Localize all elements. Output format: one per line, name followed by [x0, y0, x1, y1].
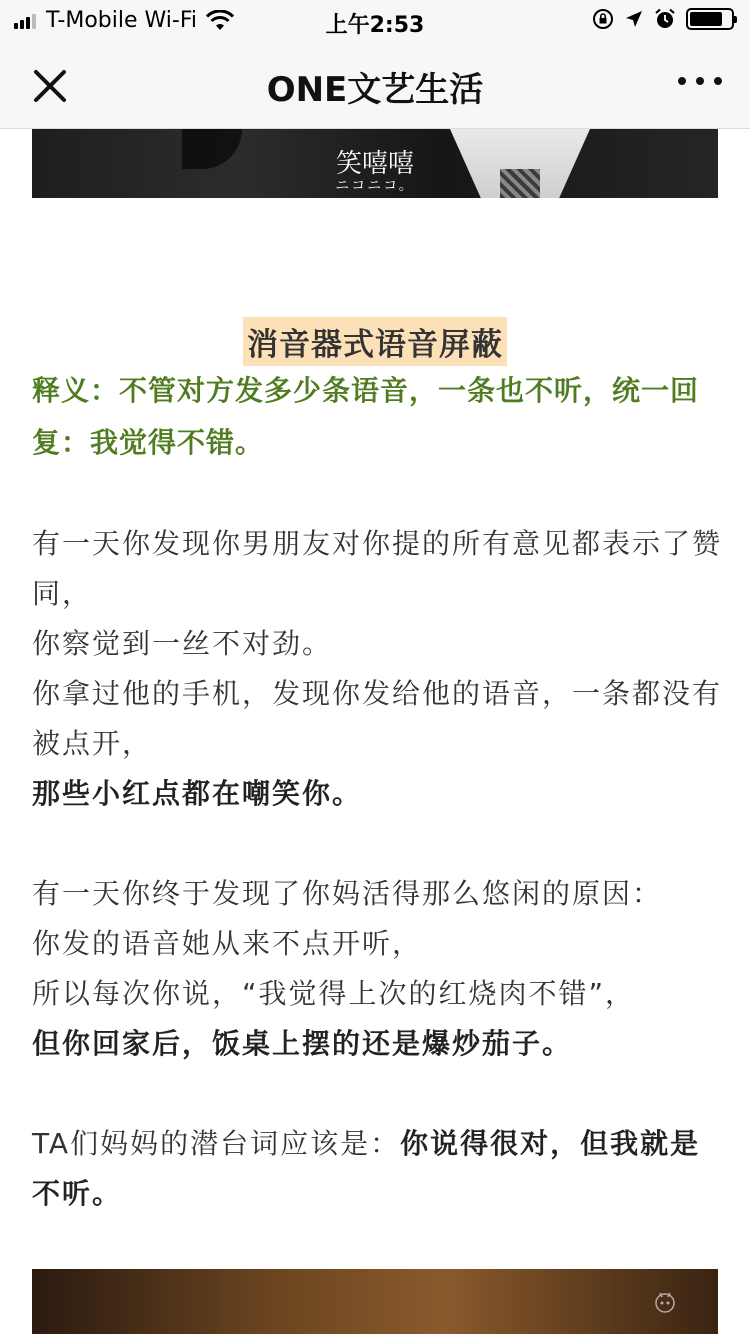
battery-icon	[686, 8, 734, 30]
paragraph-line: 有一天你发现你男朋友对你提的所有意见都表示了赞同，	[32, 527, 723, 610]
paragraph-mother	[32, 869, 722, 1069]
status-right	[592, 8, 734, 30]
page-title: ONE文艺生活	[266, 70, 484, 110]
bold-text: 你说得很对，但我就是不听。	[32, 1127, 701, 1210]
paragraph-subtext	[32, 1119, 722, 1219]
nav-bar	[0, 40, 750, 129]
paragraph-line-bold	[32, 1019, 722, 1069]
section-heading-wrap	[0, 317, 750, 366]
image-subtitle: 笑嘻嘻	[335, 149, 414, 179]
status-time: 上午2:53	[325, 13, 425, 38]
orientation-lock-icon	[592, 8, 614, 30]
paragraph-line-bold	[32, 769, 722, 819]
article-content[interactable]	[0, 129, 750, 1334]
more-dot	[714, 77, 722, 85]
watermark-icon	[652, 1289, 678, 1315]
image-subtitle-japanese: ニコニコ。	[335, 178, 415, 194]
paragraph-line: 你发的语音她从来不点开听，	[32, 927, 423, 960]
normal-text: TA们妈妈的潜台词应该是：	[32, 1127, 401, 1160]
paragraph-line: 所以每次你说，“我觉得上次的红烧肉不错”，	[32, 977, 636, 1010]
definition-text: 释义：不管对方发多少条语音，一条也不听，统一回复：我觉得不错。	[32, 374, 700, 459]
paragraph-line: 你察觉到一丝不对劲。	[32, 627, 333, 660]
status-bar	[0, 0, 750, 40]
more-dot	[696, 77, 704, 85]
location-icon	[624, 9, 644, 29]
paragraph-line: 有一天你终于发现了你妈活得那么悠闲的原因：	[32, 877, 663, 910]
paragraph-line: 你拿过他的手机，发现你发给他的语音，一条都没有被点开，	[32, 677, 723, 760]
alarm-icon	[654, 8, 676, 30]
carrier-label: T-Mobile Wi-Fi	[46, 8, 198, 33]
section-heading: 消音器式语音屏蔽	[243, 317, 507, 366]
paragraph-line	[32, 1119, 722, 1219]
article-image-bottom	[32, 1269, 718, 1334]
article-image-top	[32, 129, 718, 198]
bold-text: 但你回家后，饭桌上摆的还是爆炒茄子。	[32, 1027, 573, 1060]
more-dot	[678, 77, 686, 85]
bold-text: 那些小红点都在嘲笑你。	[32, 777, 363, 810]
more-icon[interactable]	[678, 74, 722, 88]
paragraph-boyfriend	[32, 519, 722, 819]
